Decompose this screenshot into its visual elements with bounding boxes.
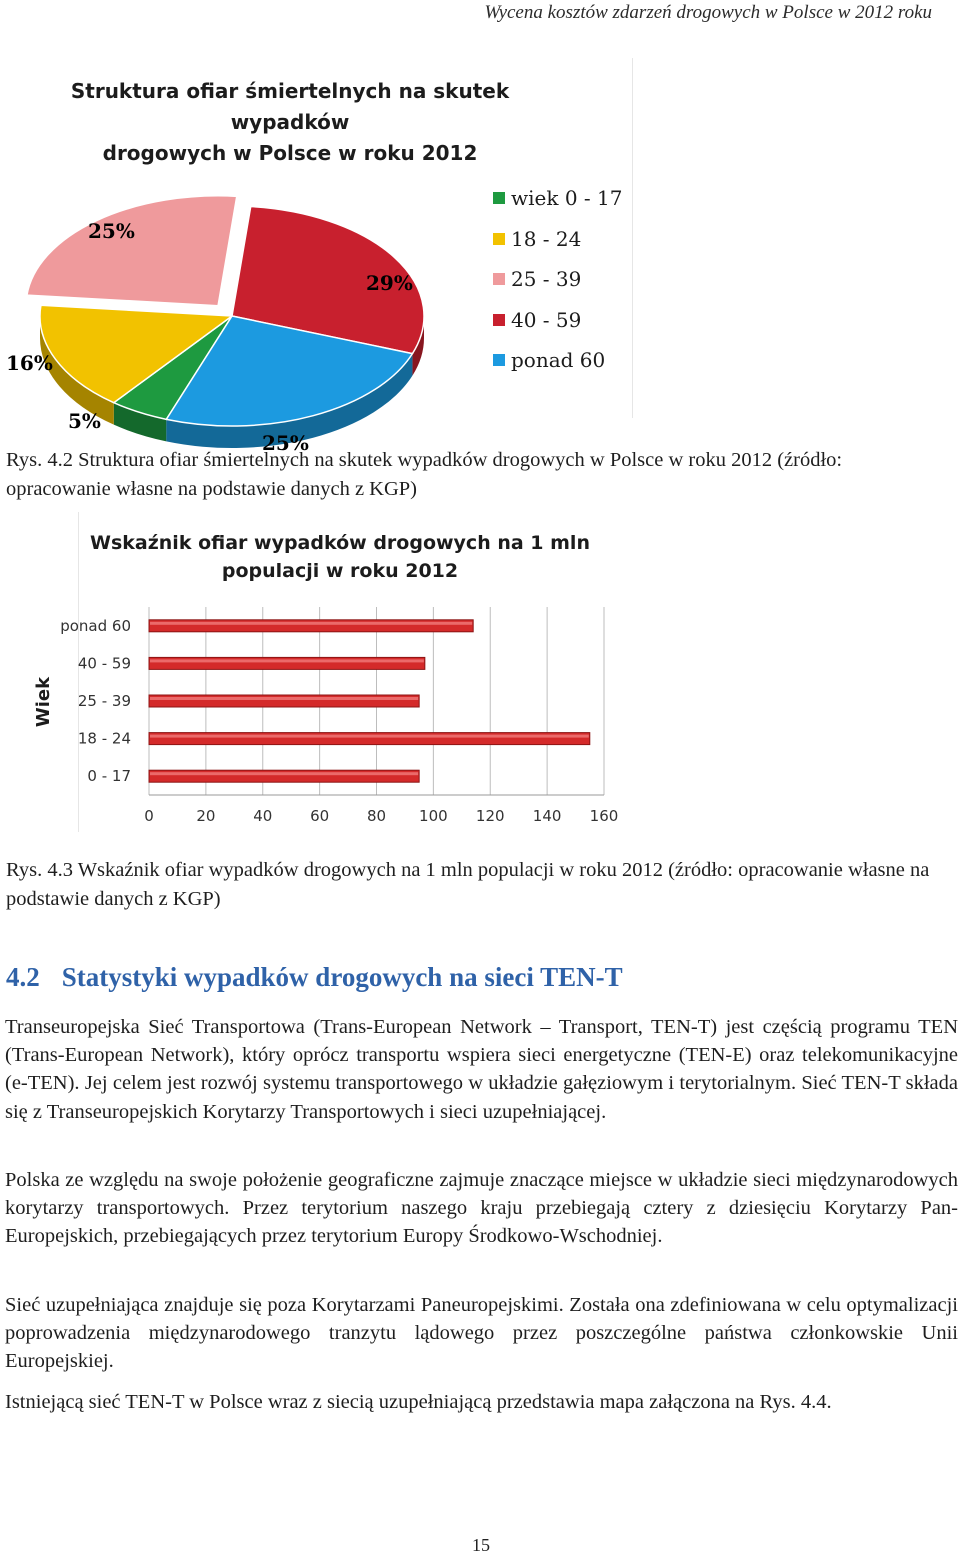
pie-value-label: 25% [88, 219, 135, 243]
legend-swatch [493, 233, 505, 245]
bar-highlight [150, 697, 418, 700]
paragraph: Polska ze względu na swoje położenie geograficzne zajmuje znaczące miejsce w układzie sieci międzynarodowych korytarzy transportowych. Przez terytorium naszego kraju przebiegają cztery z dziesięciu Korytarzy Pan-Europejskich, przebiegających przez terytorium Europy Środkowo-Wschodniej. [5, 1169, 958, 1248]
pie-chart-title-line: drogowych w Polsce w roku 2012 [102, 141, 478, 165]
x-tick-label: 20 [196, 807, 216, 825]
bar-chart-title-line: Wskaźnik ofiar wypadków drogowych na 1 mln [90, 532, 590, 554]
bar [149, 657, 425, 669]
pie-value-label: 5% [68, 409, 101, 433]
bar [149, 770, 419, 782]
x-tick-label: 80 [366, 807, 387, 825]
figure-2-caption: Rys. 4.3 Wskaźnik ofiar wypadków drogowych na 1 mln populacji w roku 2012 (źródło: opracowanie własne na podstawie danych z KGP) [6, 859, 930, 910]
bar [149, 733, 590, 745]
pie-chart-figure [0, 58, 634, 455]
y-category-label: 0 - 17 [87, 767, 131, 786]
legend-item [493, 186, 622, 210]
x-tick-label: 120 [475, 807, 505, 825]
legend-swatch [493, 273, 505, 285]
paragraph: Transeuropejska Sieć Transportowa (Trans-European Network – Transport, TEN-T) jest częścią programu TEN (Trans-European Network), który oprócz transportu wspiera sieci energetyczne (TEN-E) oraz telekomunikacyjne (e-TEN). Jej celem jest rozwój systemu transportowego w układzie gałęziowym i terytorialnym. Sieć TEN-T składa się z Transeuropejskich Korytarzy Transportowych i sieci uzupełniającej. [5, 1016, 958, 1123]
x-tick-label: 60 [310, 807, 330, 825]
bar-chart [30, 512, 640, 832]
pie-slice [27, 196, 237, 306]
legend-item [493, 267, 581, 291]
bar-chart-title-line: populacji w roku 2012 [221, 560, 459, 582]
legend-label: wiek 0 - 17 [511, 186, 623, 210]
legend-swatch [493, 192, 505, 204]
section-heading [6, 962, 623, 993]
bar-highlight [150, 622, 472, 625]
x-tick-label: 40 [253, 807, 273, 825]
pie-value-label: 29% [366, 271, 413, 295]
legend-label: 40 - 59 [511, 307, 582, 332]
legend-item [493, 227, 581, 251]
x-tick-label: 100 [419, 807, 448, 825]
legend-label: 25 - 39 [511, 267, 582, 291]
bar-highlight [150, 659, 424, 662]
bar-highlight [150, 772, 418, 775]
pie-legend [493, 186, 633, 386]
legend-item [493, 308, 581, 332]
pie-value-label: 25% [262, 431, 309, 455]
bar [149, 620, 473, 632]
x-tick-label: 160 [589, 807, 619, 825]
section-title: Statystyki wypadków drogowych na sieci TEN-T [61, 962, 623, 992]
figure-1-caption: Rys. 4.2 Struktura ofiar śmiertelnych na skutek wypadków drogowych w Polsce w roku 2012 (źródło: opracowanie własne na podstawie danych z KGP) [6, 449, 843, 500]
paragraph: Istniejącą sieć TEN-T w Polsce wraz z siecią uzupełniającą przedstawia mapa załączona na Rys. 4.4. [5, 1391, 832, 1413]
legend-label: 18 - 24 [511, 226, 582, 251]
y-axis-title: Wiek [33, 676, 54, 728]
running-header: Wycena kosztów zdarzeń drogowych w Polsce w 2012 roku [484, 2, 932, 23]
pie-chart-title-line: Struktura ofiar śmiertelnych na skutek wypadków [70, 79, 510, 134]
x-tick-label: 140 [532, 807, 562, 825]
legend-swatch [493, 314, 505, 326]
page-number: 15 [472, 1535, 490, 1555]
y-category-label: 25 - 39 [77, 692, 131, 710]
paragraph: Sieć uzupełniająca znajduje się poza Korytarzami Paneuropejskimi. Została ona zdefiniowana w celu optymalizacji poprowadzenia międzynarodowego tranzytu lądowego przez poszczególne państwa członkowskie Unii Europejskiej. [5, 1294, 958, 1373]
legend-label: ponad 60 [511, 348, 606, 372]
legend-swatch [493, 354, 505, 366]
legend-item [493, 348, 605, 372]
x-tick-label: 0 [144, 807, 154, 825]
bar-highlight [150, 735, 589, 738]
y-category-label: 40 - 59 [77, 654, 131, 673]
y-category-label: 18 - 24 [77, 729, 131, 748]
y-category-label: ponad 60 [60, 616, 131, 635]
bar-chart-figure [30, 512, 640, 832]
pie-value-label: 16% [6, 351, 53, 375]
bar [149, 695, 419, 707]
section-number: 4.2 [6, 962, 40, 992]
